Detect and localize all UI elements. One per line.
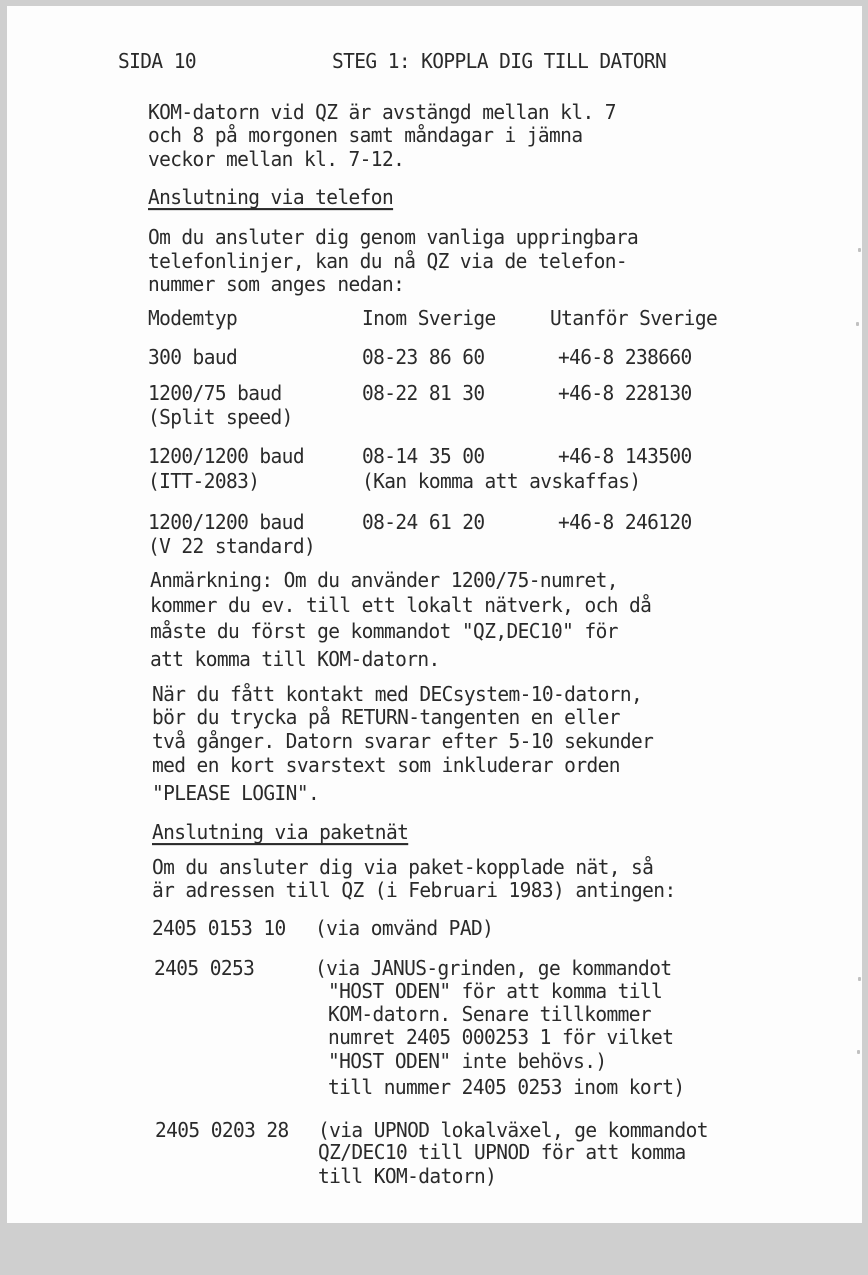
- modem-type: 1200/1200 baud: [148, 509, 304, 535]
- scan-speck: [857, 1050, 860, 1054]
- remark-line: att komma till KOM-datorn.: [150, 646, 440, 672]
- table-header-modem: Modemtyp: [148, 305, 238, 331]
- scan-speck: [856, 322, 859, 326]
- intro-line: och 8 på morgonen samt måndagar i jämna: [148, 122, 583, 148]
- domestic-number: 08-22 81 30: [362, 380, 485, 406]
- international-number: +46-8 246120: [558, 509, 692, 535]
- phone-paragraph-line: Om du ansluter dig genom vanliga uppringbara: [148, 224, 639, 250]
- address-description: till nummer 2405 0253 inom kort): [328, 1074, 685, 1100]
- contact-line: "PLEASE LOGIN".: [152, 780, 320, 806]
- address-description: (via omvänd PAD): [315, 915, 494, 941]
- domestic-number: 08-14 35 00: [362, 443, 485, 469]
- phone-section-heading: Anslutning via telefon: [148, 184, 394, 210]
- modem-note: (V 22 standard): [148, 533, 316, 559]
- packet-paragraph-line: är adressen till QZ (i Februari 1983) antingen:: [152, 877, 676, 903]
- address-description: till KOM-datorn): [318, 1163, 497, 1189]
- contact-line: med en kort svarstext som inkluderar orden: [152, 752, 620, 778]
- remark-line: måste du först ge kommandot "QZ,DEC10" för: [150, 618, 618, 644]
- international-number: +46-8 238660: [558, 344, 692, 370]
- modem-type: 1200/1200 baud: [148, 443, 304, 469]
- scan-speck: [858, 977, 861, 981]
- table-header-domestic: Inom Sverige: [362, 305, 496, 331]
- network-address: 2405 0253: [154, 955, 255, 981]
- phone-paragraph-line: telefonlinjer, kan du nå QZ via de telefon-: [148, 248, 628, 274]
- address-description: (via JANUS-grinden, ge kommandot: [315, 955, 672, 981]
- address-description: QZ/DEC10 till UPNOD för att komma: [318, 1139, 686, 1165]
- packet-section-heading: Anslutning via paketnät: [152, 819, 409, 845]
- address-description: "HOST ODEN" för att komma till: [328, 978, 663, 1004]
- table-header-international: Utanför Sverige: [550, 305, 718, 331]
- address-description: numret 2405 000253 1 för vilket: [328, 1024, 674, 1050]
- contact-line: två gånger. Datorn svarar efter 5-10 sekunder: [152, 728, 654, 754]
- remark-line: Anmärkning: Om du använder 1200/75-numret,: [150, 567, 618, 593]
- modem-type: 300 baud: [148, 344, 238, 370]
- packet-paragraph-line: Om du ansluter dig via paket-kopplade nät, så: [152, 854, 654, 880]
- intro-line: KOM-datorn vid QZ är avstängd mellan kl. 7: [148, 99, 616, 125]
- address-description: KOM-datorn. Senare tillkommer: [328, 1001, 652, 1027]
- remark-line: kommer du ev. till ett lokalt nätverk, och då: [150, 592, 652, 618]
- network-address: 2405 0153 10: [152, 915, 286, 941]
- intro-line: veckor mellan kl. 7-12.: [148, 146, 405, 172]
- contact-line: När du fått kontakt med DECsystem-10-datorn,: [152, 681, 643, 707]
- modem-note: (ITT-2083): [148, 468, 260, 494]
- address-description: (via UPNOD lokalväxel, ge kommandot: [318, 1117, 708, 1143]
- international-number: +46-8 228130: [558, 380, 692, 406]
- page-number: SIDA 10: [118, 48, 196, 74]
- section-title: STEG 1: KOPPLA DIG TILL DATORN: [332, 48, 667, 74]
- contact-line: bör du trycka på RETURN-tangenten en eller: [152, 704, 620, 730]
- address-description: "HOST ODEN" inte behövs.): [328, 1048, 607, 1074]
- phone-paragraph-line: nummer som anges nedan:: [148, 271, 405, 297]
- row-note: (Kan komma att avskaffas): [362, 468, 641, 494]
- domestic-number: 08-24 61 20: [362, 509, 485, 535]
- international-number: +46-8 143500: [558, 443, 692, 469]
- scan-speck: [858, 248, 861, 252]
- modem-type: 1200/75 baud: [148, 380, 282, 406]
- modem-note: (Split speed): [148, 404, 293, 430]
- domestic-number: 08-23 86 60: [362, 344, 485, 370]
- network-address: 2405 0203 28: [155, 1117, 289, 1143]
